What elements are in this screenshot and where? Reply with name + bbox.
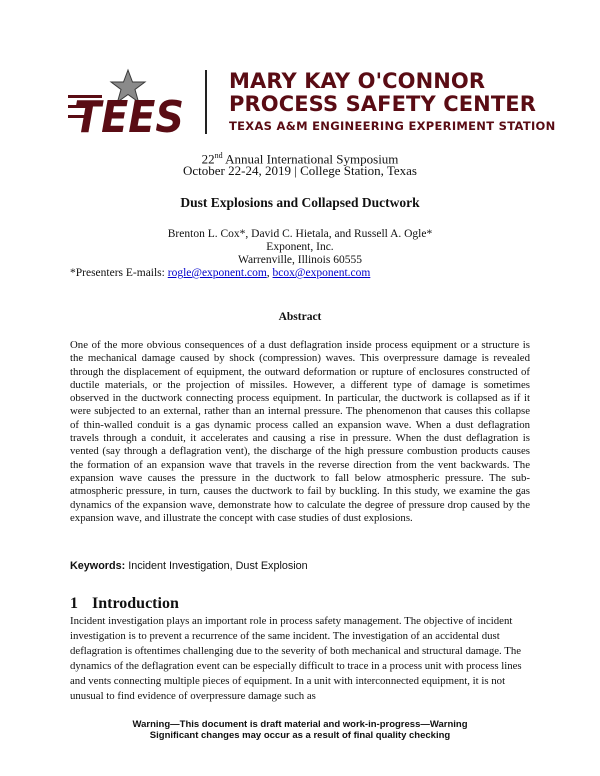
logo-text: TEES [74, 92, 184, 136]
org-line-1: MARY KAY O'CONNOR [229, 69, 486, 93]
section-title: Introduction [92, 595, 179, 612]
draft-warning-line-1: Warning—This document is draft material and work-in-progress—Warning [132, 719, 468, 730]
abstract-text: One of the more obvious consequences of a dust deflagration inside process equipment or a structure is the mechanical damage caused by shock (compression) waves. This overpressure damage is revealed through the displacement of equipment, the outward deformation or rupture of enclosures constructed of ductile materials, or the projection of missiles. However, a different type of damage is sometimes observed in the ductwork connecting process equipment. In particular, the ductwork is collapsed as if it were subjected to an external, rather than an internal pressure. The phenomenon that causes this collapse of thin-walled conduit is a gas dynamic process called an expansion wave. When a dust deflagration travels through a conduit, it accelerates and causing a rise in pressure. When the dust deflagration is vented (say through a deflagration vent), the discharge of the high pressure combustion products causes the formation of an expansion wave that travels in the reverse direction from the vent backwards. The expansion wave causes the pressure in the ductwork to fall below atmospheric pressure. The sub-atmospheric pressure, in turn, causes the ductwork to fail by buckling. In this study, we examine the gas dynamics of the expansion wave, demonstrate how to calculate the degree of pressure drop caused by the expansion wave, and illustrate the concept with case studies of dust explosions. [70, 339, 530, 524]
tees-logo [68, 66, 188, 136]
section-number: 1 [70, 595, 78, 612]
keywords [70, 560, 308, 573]
email-link-ogle[interactable]: rogle@exponent.com [167, 267, 267, 279]
affiliation: Exponent, Inc. [266, 241, 334, 253]
org-line-2: PROCESS SAFETY CENTER [229, 92, 536, 116]
org-line-3: TEXAS A&M ENGINEERING EXPERIMENT STATION [229, 119, 556, 133]
keywords-value: Incident Investigation, Dust Explosion [125, 560, 308, 572]
email-link-cox[interactable]: bcox@exponent.com [272, 267, 371, 279]
symposium-dates-location: October 22-24, 2019 | College Station, Texas [183, 163, 417, 178]
header-divider [205, 70, 207, 134]
emails-label: *Presenters E-mails: [70, 267, 168, 279]
email-separator: , [266, 267, 273, 279]
paper-title: Dust Explosions and Collapsed Ductwork [180, 195, 420, 210]
draft-warning-line-2: Significant changes may occur as a result of final quality checking [149, 730, 451, 741]
section-heading-introduction [70, 595, 179, 613]
symposium-title: Annual International Symposium [225, 151, 399, 167]
keywords-label: Keywords: [70, 560, 126, 572]
symposium-ordinal: 22 [201, 151, 215, 167]
authors: Brenton L. Cox*, David C. Hietala, and Russell A. Ogle* [167, 228, 433, 240]
org-name [229, 70, 556, 134]
affiliation-location: Warrenville, Illinois 60555 [238, 254, 362, 266]
abstract-heading: Abstract [278, 311, 322, 323]
presenter-emails [70, 266, 370, 280]
symposium-ordinal-suffix: nd [214, 151, 223, 160]
page-header [68, 66, 556, 136]
introduction-text: Incident investigation plays an important role in process safety management. The objective of incident investigation is to prevent a recurrence of the same incident. The investigation of an accidental dust deflagration is oftentimes challenging due to the severity of both mechanical and structural damage. The dynamics of the deflagration event can be especially difficult to trace in a process unit with process lines and vents connecting multiple pieces of equipment. In a unit with interconnected equipment, it is not unusual to find evidence of overpressure damage such as [70, 615, 522, 702]
